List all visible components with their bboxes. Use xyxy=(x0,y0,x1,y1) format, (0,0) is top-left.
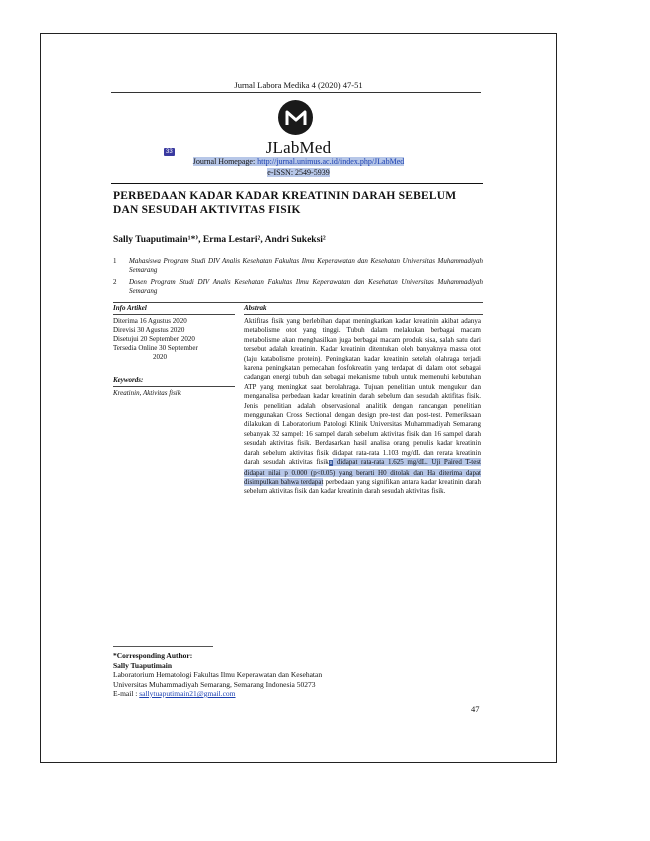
footnote-divider xyxy=(113,646,213,647)
corresponding-author: *Corresponding Author: Sally Tuaputimain Laboratorium Hematologi Fakultas Ilmu Keperawatan dan Kesehatan Universitas Muhammadiyah Semarang, Semarang Indonesia 50273 E-mail : sallytuaputimain21@gmail.com xyxy=(113,651,323,698)
journal-logo-icon xyxy=(278,100,313,135)
paper-page: Jurnal Labora Medika 4 (2020) 47-51 JLabMed 33 Journal Homepage: http://jurnal.unimus.ac.id/index.php/JLabMed e-ISSN: 2549-5939 PERBEDAAN KADAR KADAR KREATININ DARAH SEBELUM DAN SESUDAH AKTIVITAS FISIK Sally Tuaputimain¹*⁾, Erma Lestari², Andri Sukeksi² 1 Mahasiswa Program Studi DIV Analis Kesehatan Fakultas Ilmu Keperawatan dan Kesehatan Universitas Muhammadiyah Semarang 2 Dosen Program Studi DIV Analis Kesehatan Fakultas Ilmu Keperawatan dan Kesehatan Universitas Muhammadiyah Semarang Info Artikel Abstrak Diterima 16 Agustus 2020 Direvisi 30 Agustus 2020 Disetujui 20 September 2020 Tersedia Online 30 September 2020 Keywords: Kreatinin, Aktivitas fisik Aktifitas fisik yang berlebihan dapat meningkatkan kadar kreatinin akibat adanya metabolisme otot yang tinggi. Tubuh dalam melakukan berbagai macam metabolisme akan menghasilkan juga berbagai macam produk sisa, salah satu dari tersebut adalah kreatinin. Kadar kreatinin ditentukan oleh banyaknya massa otot (laju katabolisme protein). Peningkatan kadar kreatinin setelah olahraga terjadi karena peningkatan pemecahan fosfokreatin yang terdapat di dalam otot sebagai cadangan energi tubuh dan sebagai mekanisme tubuh untuk memenuhi kebutuhan ATP yang meningkat saat berolahraga. Tujuan penelitian untuk mengukur dan menganalisa perbedaan kadar kreatinin darah sebelum dan sesudah aktifitas fisik. Jenis penelitian adalah observasional analitik dengan rancangan penelitian menggunakan Cross Sectional dengan design pre-test dan post-test. Pemeriksaan dilakukan di Laboratorium Patologi Klinik Universitas Muhammadiyah Semarang sebanyak 32 sampel: 16 sampel darah sebelum aktivitas fisik dan 16 sampel darah sesudah aktivitas fisik. Berdasarkan hasil analisa orang penulis kadar kreatinin darah sebelum aktivitas fisik didapat rata-rata 1.103 mg/dL dan rerata kreatinin darah sesudah aktivitas fisiks didapat rata-rata 1.625 mg/dL. Uji Paired T-test didapat nilai p 0.000 (p<0.05) yang berarti H0 ditolak dan Ha diterima dapat disimpulkan bahwa terdapat perbedaan yang signifikan antara kadar kreatinin darah sebelum aktivitas fisik dan kadar kreatinin darah sesudah aktivitas fisik. *Corresponding Author: Sally Tuaputimain Laboratorium Hematologi Fakultas Ilmu Keperawatan dan Kesehatan Universitas Muhammadiyah Semarang, Semarang Indonesia 50273 E-mail : sallytuaputimain21@gmail.com 47 xyxy=(40,33,557,763)
homepage-label: Journal Homepage: xyxy=(192,157,258,166)
article-info: Diterima 16 Agustus 2020 Direvisi 30 Agustus 2020 Disetujui 20 September 2020 Tersedia Online 30 September 2020 xyxy=(113,317,198,361)
homepage-link[interactable]: http://jurnal.unimus.ac.id/index.php/JLabMed xyxy=(257,157,405,166)
highlighted-text: didapat rata-rata 1.625 mg/dL. Uji Paired T-test didapat nilai p 0.000 (p<0.05) yang berarti H0 ditolak dan Ha diterima dapat disimpulkan bahwa terdapat xyxy=(244,458,481,486)
title-divider xyxy=(111,183,483,184)
journal-homepage xyxy=(41,157,556,166)
keywords: Kreatinin, Aktivitas fisik xyxy=(113,389,181,397)
section-divider-top xyxy=(113,302,483,303)
journal-name: JLabMed xyxy=(265,138,332,157)
journal-citation: Jurnal Labora Medika 4 (2020) 47-51 xyxy=(234,80,363,90)
authors: Sally Tuaputimain¹*⁾, Erma Lestari², Andri Sukeksi² xyxy=(113,235,326,245)
paper-title: PERBEDAAN KADAR KADAR KREATININ DARAH SEBELUM DAN SESUDAH AKTIVITAS FISIK xyxy=(113,190,457,216)
info-heading: Info Artikel xyxy=(113,304,147,312)
abstract-text: Aktifitas fisik yang berlebihan dapat meningkatkan kadar kreatinin akibat adanya metabolisme otot yang tinggi. Tubuh dalam melakukan berbagai macam metabolisme akan menghasilkan juga berbagai macam produk sisa, salah satu dari tersebut adalah kreatinin. Kadar kreatinin ditentukan oleh banyaknya massa otot (laju katabolisme protein). Peningkatan kadar kreatinin setelah olahraga terjadi karena peningkatan pemecahan fosfokreatin yang terdapat di dalam otot sebagai cadangan energi tubuh dan sebagai mekanisme tubuh untuk memenuhi kebutuhan ATP yang meningkat saat berolahraga. Tujuan penelitian untuk mengukur dan menganalisa perbedaan kadar kreatinin darah sebelum dan sesudah aktifitas fisik. Jenis penelitian adalah observasional analitik dengan rancangan penelitian menggunakan Cross Sectional dengan design pre-test dan post-test. Pemeriksaan dilakukan di Laboratorium Patologi Klinik Universitas Muhammadiyah Semarang sebanyak 32 sampel: 16 sampel darah sebelum aktivitas fisik dan 16 sampel darah sesudah aktivitas fisik. Berdasarkan hasil analisa orang penulis kadar kreatinin darah sebelum aktivitas fisik didapat rata-rata 1.103 mg/dL dan rerata kreatinin darah sesudah aktivitas fisiks didapat rata-rata 1.625 mg/dL. Uji Paired T-test didapat nilai p 0.000 (p<0.05) yang berarti H0 ditolak dan Ha diterima dapat disimpulkan bahwa terdapat perbedaan yang signifikan antara kadar kreatinin darah sebelum aktivitas fisik dan kadar kreatinin darah sesudah aktivitas fisik. xyxy=(244,317,481,496)
header-divider xyxy=(111,92,481,93)
annotation-badge[interactable]: 33 xyxy=(166,149,173,155)
email-link[interactable]: sallytuaputimain21@gmail.com xyxy=(139,689,236,698)
keywords-divider xyxy=(113,386,235,387)
abstract-divider xyxy=(244,314,483,315)
page-number: 47 xyxy=(471,704,480,714)
issn: e-ISSN: 2549-5939 xyxy=(267,168,330,177)
selection-cursor-icon: s xyxy=(329,460,333,467)
info-divider xyxy=(113,314,235,315)
keywords-heading: Keywords: xyxy=(113,376,144,384)
abstract-heading: Abstrak xyxy=(244,304,267,312)
